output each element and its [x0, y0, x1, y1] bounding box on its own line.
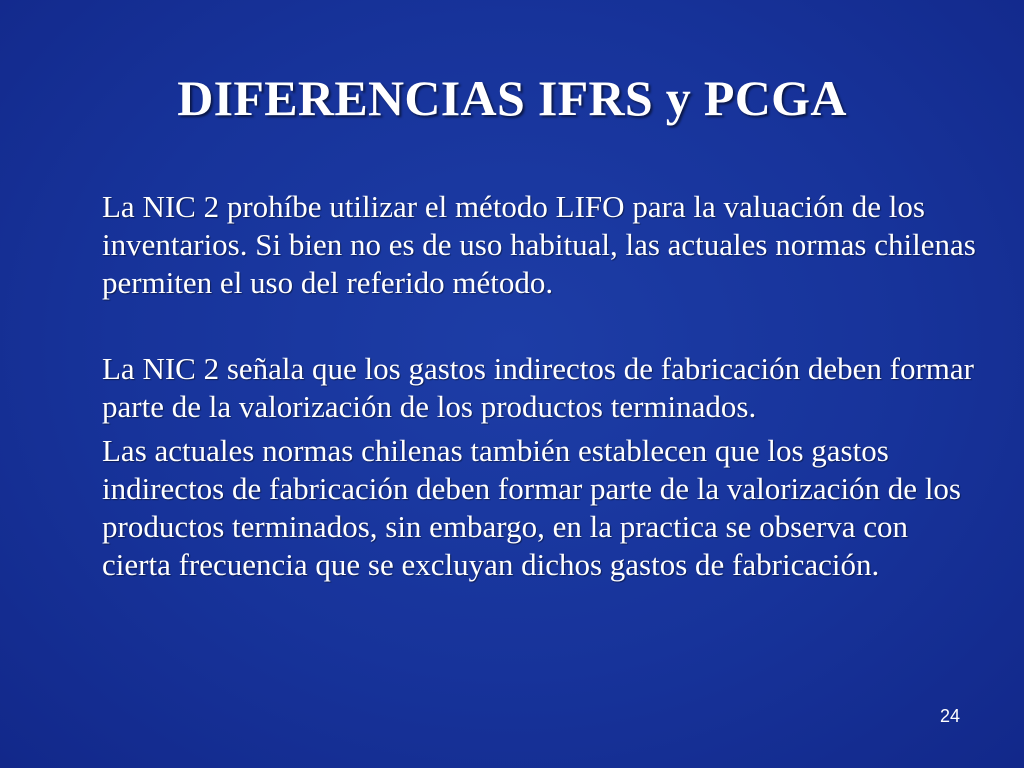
paragraph-lifo: La NIC 2 prohíbe utilizar el método LIFO para la valuación de los inventarios. Si bien no es de uso habitual, las actuales normas chilenas permiten el uso del referido método.	[102, 189, 976, 300]
paragraph-nic2-gastos: La NIC 2 señala que los gastos indirectos de fabricación deben formar parte de la valorización de los productos terminados.	[102, 351, 974, 424]
slide-number: 24	[939, 706, 960, 726]
paragraph-normas-chilenas: Las actuales normas chilenas también establecen que los gastos indirectos de fabricación deben formar parte de la valorización de los productos terminados, sin embargo, en la practica se observa con cierta frecuencia que se excluyan dichos gastos de fabricación.	[102, 433, 961, 582]
slide-body	[102, 188, 982, 584]
slide-title: DIFERENCIAS IFRS y PCGA	[177, 70, 847, 126]
paragraph-spacer	[102, 302, 982, 350]
